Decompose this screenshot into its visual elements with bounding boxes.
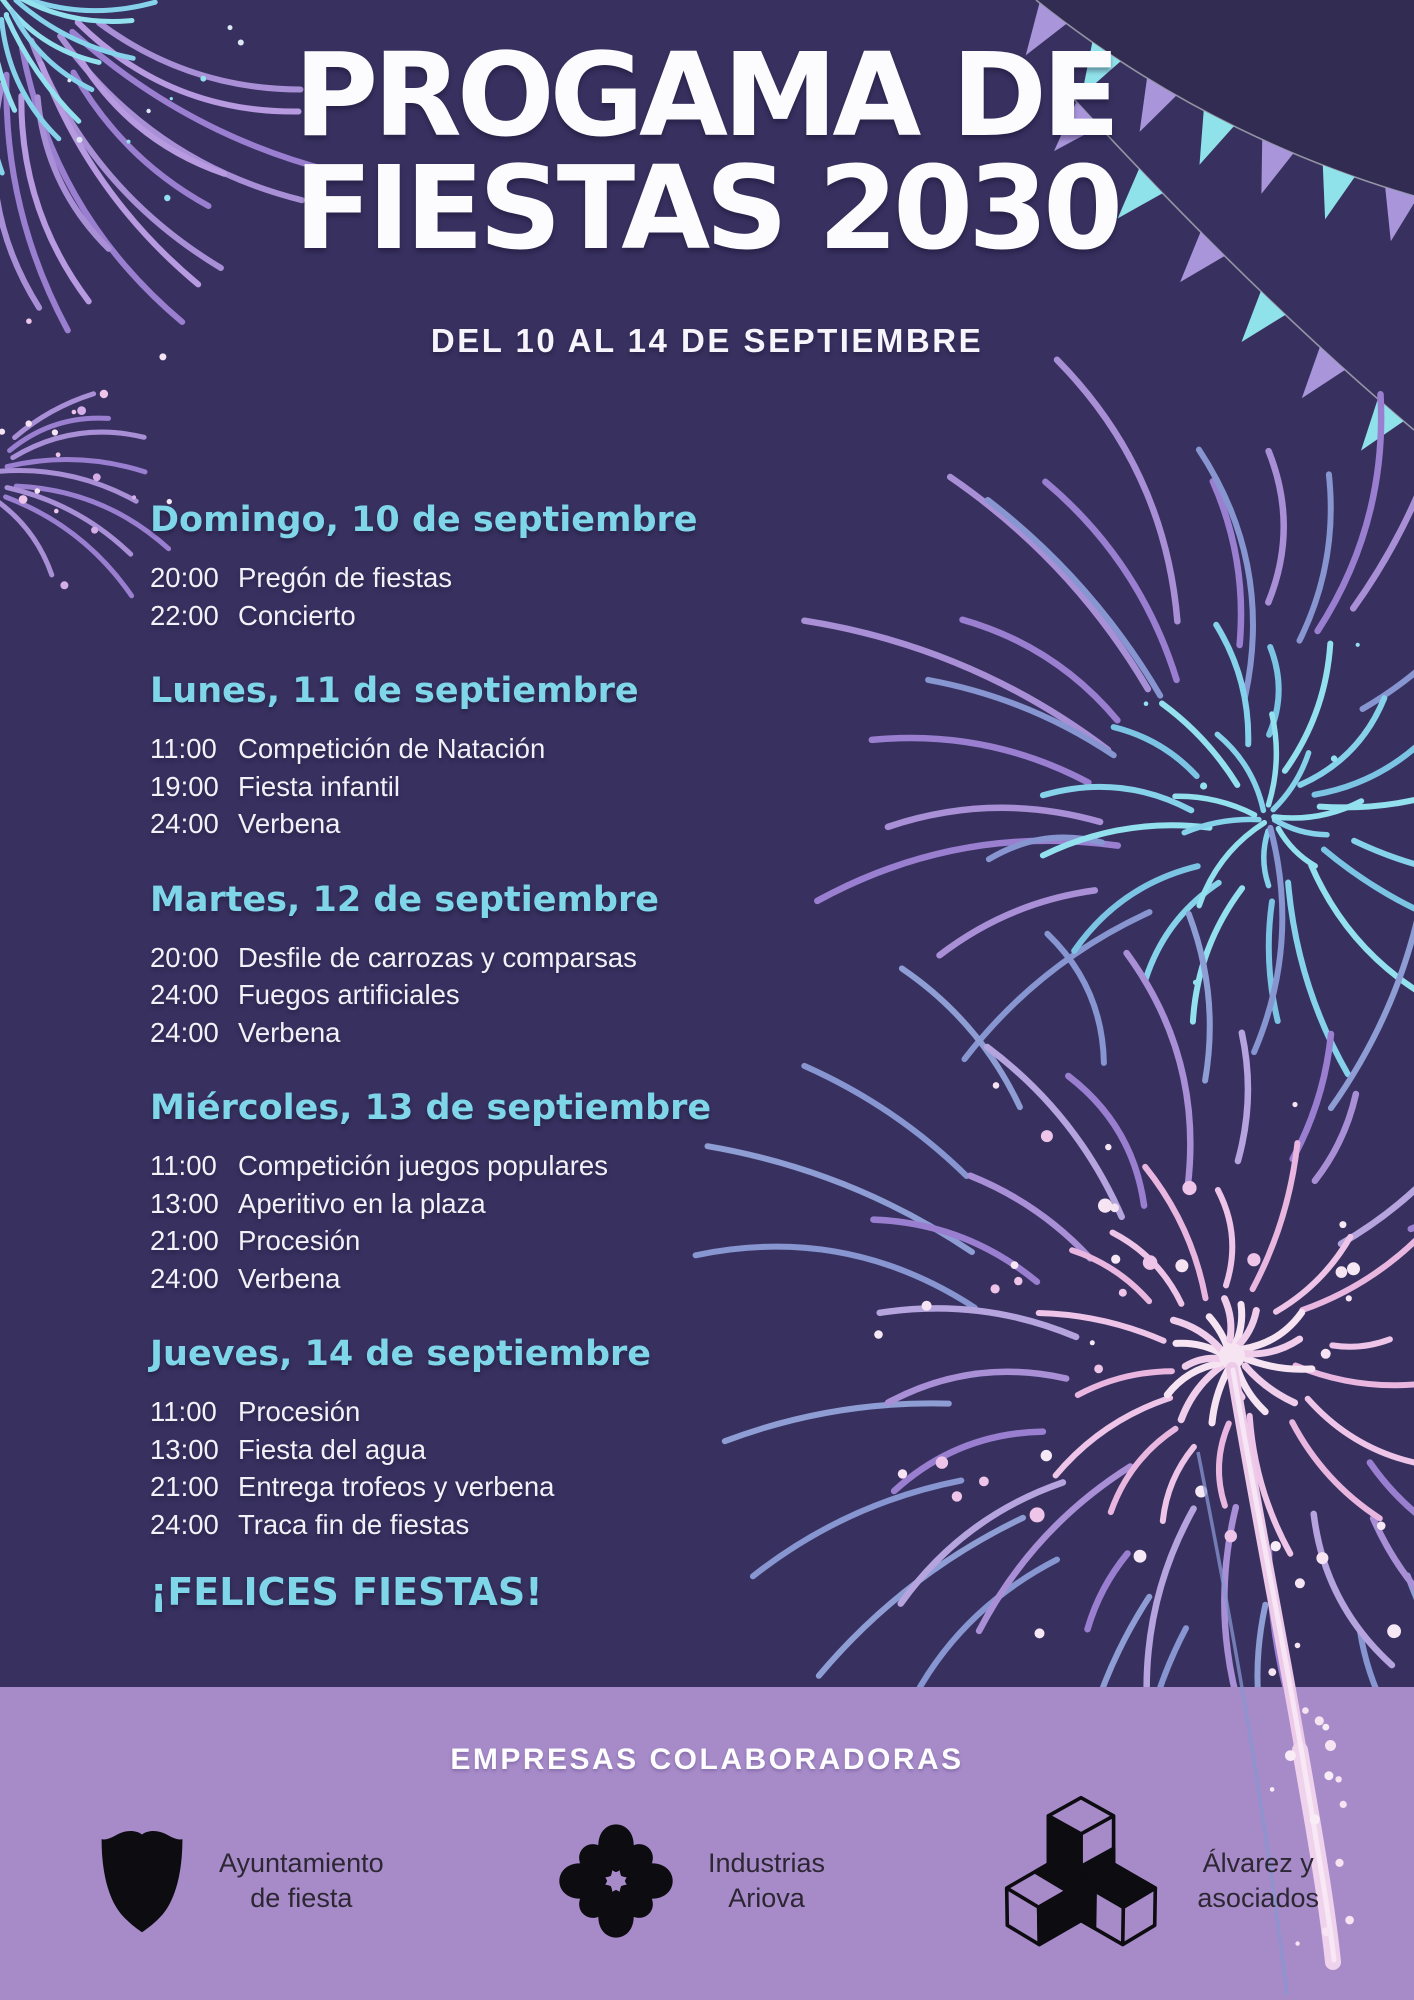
event-time: 11:00 bbox=[150, 1396, 217, 1427]
event-time: 24:00 bbox=[150, 1508, 219, 1540]
event-time: 24:00 bbox=[150, 1262, 219, 1294]
event-time: 21:00 bbox=[150, 1471, 219, 1502]
event-time: 24:00 bbox=[150, 808, 219, 839]
day-section bbox=[150, 1333, 810, 1543]
event-row bbox=[150, 1468, 810, 1506]
event-activity: Procesión bbox=[238, 1225, 361, 1256]
flower-icon bbox=[554, 1819, 678, 1943]
poster-title-line1: PROGAMA DE bbox=[294, 29, 1116, 163]
shield-icon bbox=[95, 1824, 189, 1937]
firework-left-sparkles bbox=[0, 318, 172, 611]
event-row bbox=[150, 559, 810, 597]
event-activity: Fiesta infantil bbox=[238, 770, 401, 802]
event-row bbox=[150, 939, 810, 977]
event-activity: Aperitivo en la plaza bbox=[238, 1187, 486, 1219]
event-row bbox=[150, 1506, 810, 1544]
event-activity: Pregón de fiestas bbox=[238, 562, 453, 593]
event-time: 11:00 bbox=[150, 733, 217, 764]
sponsor-label-line2: de fiesta bbox=[250, 1882, 353, 1913]
firework-right-middle bbox=[804, 342, 1414, 1074]
day-heading: Domingo, 10 de septiembre bbox=[150, 500, 698, 540]
event-activity: Desfile de carrozas y comparsas bbox=[238, 941, 637, 973]
closing-message: ¡FELICES FIESTAS! bbox=[150, 1570, 543, 1614]
sponsor-label-line1: Álvarez y bbox=[1202, 1847, 1314, 1878]
event-time: 19:00 bbox=[150, 770, 219, 802]
event-time: 20:00 bbox=[150, 941, 219, 973]
sponsor-label-line1: Ayuntamiento bbox=[219, 1847, 384, 1878]
event-row bbox=[150, 1393, 810, 1431]
day-heading: Martes, 12 de septiembre bbox=[150, 879, 659, 920]
sponsor-label bbox=[1197, 1846, 1319, 1916]
event-activity: Verbena bbox=[238, 808, 341, 839]
sponsor-label-line1: Industrias bbox=[707, 1847, 826, 1878]
day-heading: Miércoles, 13 de septiembre bbox=[150, 1088, 712, 1128]
event-row bbox=[150, 1431, 810, 1469]
firework-top-left bbox=[0, 0, 332, 330]
sponsor-industrias-ariova bbox=[554, 1819, 825, 1943]
day-section bbox=[150, 670, 810, 843]
event-row bbox=[150, 1185, 810, 1223]
event-time: 20:00 bbox=[150, 562, 219, 593]
sponsor-label-line2: Ariova bbox=[728, 1882, 805, 1913]
day-section bbox=[150, 499, 810, 634]
sponsor-label-line2: asociados bbox=[1197, 1882, 1319, 1913]
event-activity: Concierto bbox=[238, 599, 356, 631]
event-time: 21:00 bbox=[150, 1225, 219, 1256]
event-row bbox=[150, 768, 810, 806]
event-activity: Traca fin de fiestas bbox=[238, 1508, 470, 1540]
event-activity: Verbena bbox=[238, 1262, 341, 1294]
event-time: 24:00 bbox=[150, 1016, 219, 1048]
event-time: 22:00 bbox=[150, 599, 219, 631]
event-activity: Verbena bbox=[238, 1016, 341, 1048]
event-row bbox=[150, 1147, 810, 1185]
event-row bbox=[150, 976, 810, 1014]
event-time: 24:00 bbox=[150, 979, 219, 1010]
poster-title bbox=[294, 29, 1119, 276]
sponsor-label bbox=[219, 1846, 384, 1916]
event-row bbox=[150, 1014, 810, 1052]
event-activity: Fuegos artificiales bbox=[238, 979, 460, 1010]
event-row bbox=[150, 597, 810, 635]
schedule bbox=[150, 499, 810, 1579]
sponsors-heading: EMPRESAS COLABORADORAS bbox=[450, 1743, 964, 1776]
event-row bbox=[150, 730, 810, 768]
sponsor-label bbox=[708, 1846, 825, 1916]
sponsor-alvarez-asociados bbox=[995, 1795, 1319, 1967]
event-time: 11:00 bbox=[150, 1150, 217, 1181]
poster-title-line2: FIESTAS 2030 bbox=[294, 142, 1119, 276]
poster-subtitle: DEL 10 AL 14 DE SEPTIEMBRE bbox=[430, 322, 984, 359]
event-activity: Fiesta del agua bbox=[238, 1433, 427, 1465]
event-row bbox=[150, 805, 810, 843]
event-activity: Competición juegos populares bbox=[238, 1150, 608, 1181]
cubes-icon bbox=[995, 1795, 1167, 1967]
sponsor-ayuntamiento bbox=[95, 1824, 384, 1937]
day-heading: Jueves, 14 de septiembre bbox=[150, 1334, 652, 1374]
event-time: 13:00 bbox=[150, 1433, 219, 1465]
event-activity: Procesión bbox=[238, 1396, 361, 1427]
event-time: 13:00 bbox=[150, 1187, 219, 1219]
day-section bbox=[150, 1087, 810, 1297]
event-activity: Competición de Natación bbox=[238, 733, 546, 764]
day-heading: Lunes, 11 de septiembre bbox=[150, 671, 639, 711]
event-row bbox=[150, 1260, 810, 1298]
event-activity: Entrega trofeos y verbena bbox=[238, 1471, 555, 1502]
sponsors-row bbox=[0, 1788, 1414, 1973]
event-row bbox=[150, 1222, 810, 1260]
day-section bbox=[150, 879, 810, 1052]
